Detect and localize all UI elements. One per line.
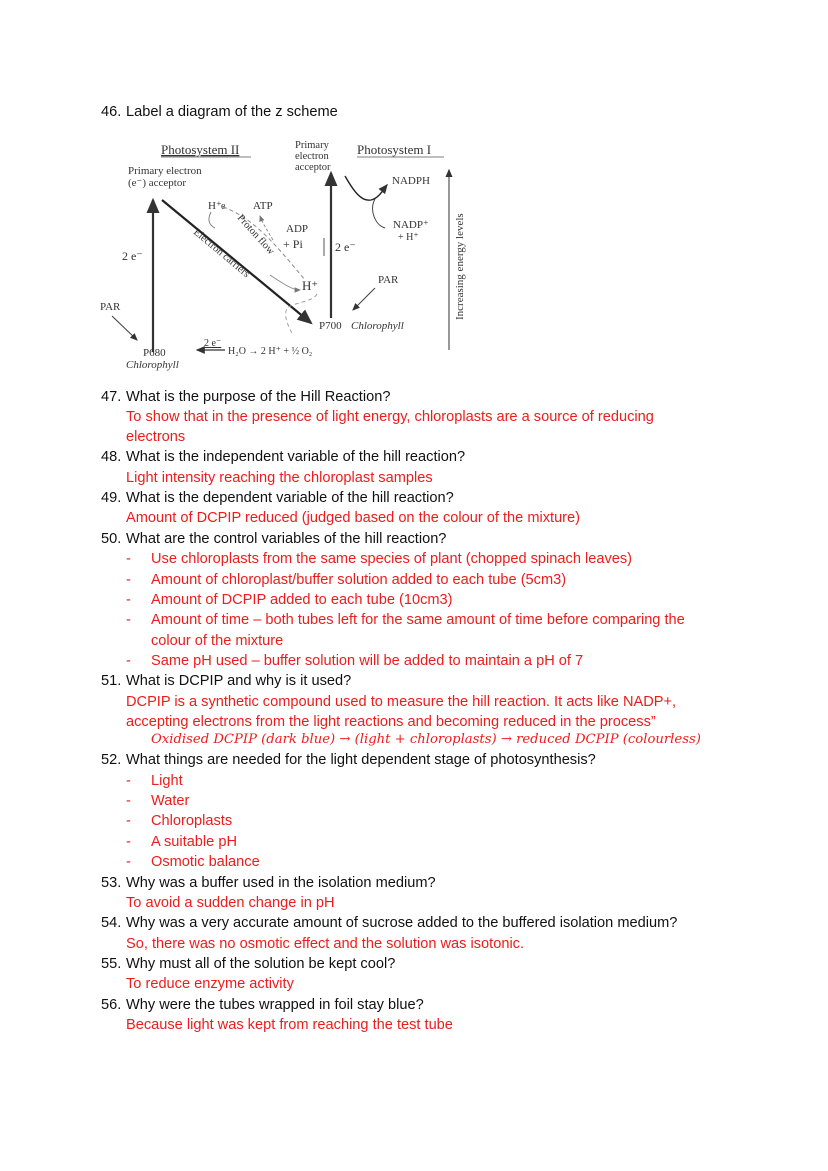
nadph-arrow [345,176,387,200]
bullet-dash: - [126,572,131,588]
par-right-arrow [353,288,375,310]
answer-53: To avoid a sudden change in pH [126,895,335,911]
ps2-acceptor-label-2: (e⁻) acceptor [128,177,187,189]
ps1-acceptor-label-3: acceptor [295,162,331,173]
bullet-text: A suitable pH [151,834,237,850]
bullet-dash: - [126,793,131,809]
question-text: What is DCPIP and why is it used? [126,673,352,689]
question-55 [101,954,395,974]
bullet-text: Use chloroplasts from the same species of plant (chopped spinach leaves) [151,551,633,567]
bullet-text: Light [151,773,183,789]
question-number: 53. [101,875,122,891]
question-number: 51. [101,673,122,689]
question-text: What is the purpose of the Hill Reaction? [126,389,391,405]
question-number: 55. [101,956,122,972]
bullet-text: Amount of chloroplast/buffer solution added to each tube (5cm3) [151,572,567,588]
water-split-label: H₂O → 2 H⁺ + ½ O₂ [228,346,313,357]
question-52 [101,750,596,770]
question-54 [101,913,677,933]
question-text: Why was a very accurate amount of sucrose added to the buffered isolation medium? [126,915,678,931]
question-number: 47. [101,389,122,405]
question-46 [101,102,338,122]
question-number: 49. [101,490,122,506]
question-50 [101,529,446,549]
question-number: 50. [101,531,122,547]
question-number: 56. [101,997,122,1013]
z-scheme-diagram [95,130,475,380]
question-51 [101,671,351,691]
ps2-two-electrons: 2 e⁻ [122,249,143,263]
bullet-text: colour of the mixture [151,633,284,649]
dcpip-equation: Oxidised DCPIP (dark blue) → (light + chloroplasts) → reduced DCPIP (colourless) [151,732,701,747]
question-text: Why was a buffer used in the isolation medium? [126,875,436,891]
h-plus-bottom-arrow [270,275,300,290]
par-left-arrow [112,316,137,340]
par-left-label: PAR [100,301,121,313]
bullet-text: Osmotic balance [151,854,260,870]
bullet-dash: - [126,854,131,870]
adp-pi-label: + Pi [283,237,303,251]
nadph-label: NADPH [392,175,430,187]
question-56 [101,995,424,1015]
bullet-text: Amount of DCPIP added to each tube (10cm3) [151,592,453,608]
question-text: What is the dependent variable of the hill reaction? [126,490,454,506]
bullet-text: Water [151,793,190,809]
bullet-text: Same pH used – buffer solution will be added to maintain a pH of 7 [151,653,584,669]
h-plus-top: H⁺ [208,200,222,212]
nadp-arrow [373,199,385,228]
question-text: Why must all of the solution be kept cool? [126,956,396,972]
ps1-acceptor-label-1: Primary [295,140,329,151]
answer-54: So, there was no osmotic effect and the solution was isotonic. [126,936,525,952]
p700-label: P700 [319,320,342,332]
question-text: What things are needed for the light dependent stage of photosynthesis? [126,752,596,768]
answer-51-line-1: DCPIP is a synthetic compound used to measure the hill reaction. It acts like NADP+, [126,694,677,710]
answer-47-line-1: To show that in the presence of light energy, chloroplasts are a source of reducing [126,409,654,425]
answer-55: To reduce enzyme activity [126,976,294,992]
bullet-dash: - [126,773,131,789]
p680-sub-label: Chlorophyll [126,359,179,371]
bullet-dash: - [126,834,131,850]
question-49 [101,488,454,508]
proton-flow-label: Proton flow [234,212,277,258]
bullet-dash: - [126,551,131,567]
bullet-dash: - [126,612,131,628]
answer-48: Light intensity reaching the chloroplast samples [126,470,433,486]
answer-56: Because light was kept from reaching the test tube [126,1017,453,1033]
nadp-h-label: + H⁺ [398,232,419,243]
question-number: 52. [101,752,122,768]
adp-label: ADP [286,223,309,235]
bottom-two-electrons: 2 e⁻ [204,338,222,349]
question-text: Why were the tubes wrapped in foil stay blue? [126,997,424,1013]
question-number: 54. [101,915,122,931]
bullet-dash: - [126,592,131,608]
bullet-dash: - [126,813,131,829]
h-plus-top-arrow [209,212,215,228]
bullet-text: Amount of time – both tubes left for the same amount of time before comparing the [151,612,685,628]
p700-sub-label: Chlorophyll [351,320,404,332]
question-47 [101,387,390,407]
nadp-label: NADP⁺ [393,219,429,231]
electron-top: e [221,201,226,212]
question-text: Label a diagram of the z scheme [126,104,338,120]
question-number: 48. [101,449,122,465]
question-text: What are the control variables of the hill reaction? [126,531,447,547]
h-plus-bottom: H⁺ [302,278,319,293]
ps2-acceptor-label-1: Primary electron [128,165,202,177]
ps1-two-electrons: 2 e⁻ [335,240,356,254]
bullet-text: Chloroplasts [151,813,233,829]
question-53 [101,873,436,893]
energy-axis-label: Increasing energy levels [454,213,466,320]
electron-carriers-label: Electron carriers [191,226,252,281]
question-text: What is the independent variable of the hill reaction? [126,449,466,465]
answer-47-line-2: electrons [126,429,186,445]
answer-51-line-2: accepting electrons from the light reactions and becoming reduced in the process” [126,714,656,730]
answer-49: Amount of DCPIP reduced (judged based on the colour of the mixture) [126,510,581,526]
p680-label: P680 [143,347,166,359]
question-48 [101,447,465,467]
ps2-title: Photosystem II [161,142,240,157]
question-number: 46. [101,104,122,120]
bullet-dash: - [126,653,131,669]
ps1-title: Photosystem I [357,142,432,157]
ps1-acceptor-label-2: electron [295,151,329,162]
par-right-label: PAR [378,274,399,286]
atp-label: ATP [253,200,273,212]
